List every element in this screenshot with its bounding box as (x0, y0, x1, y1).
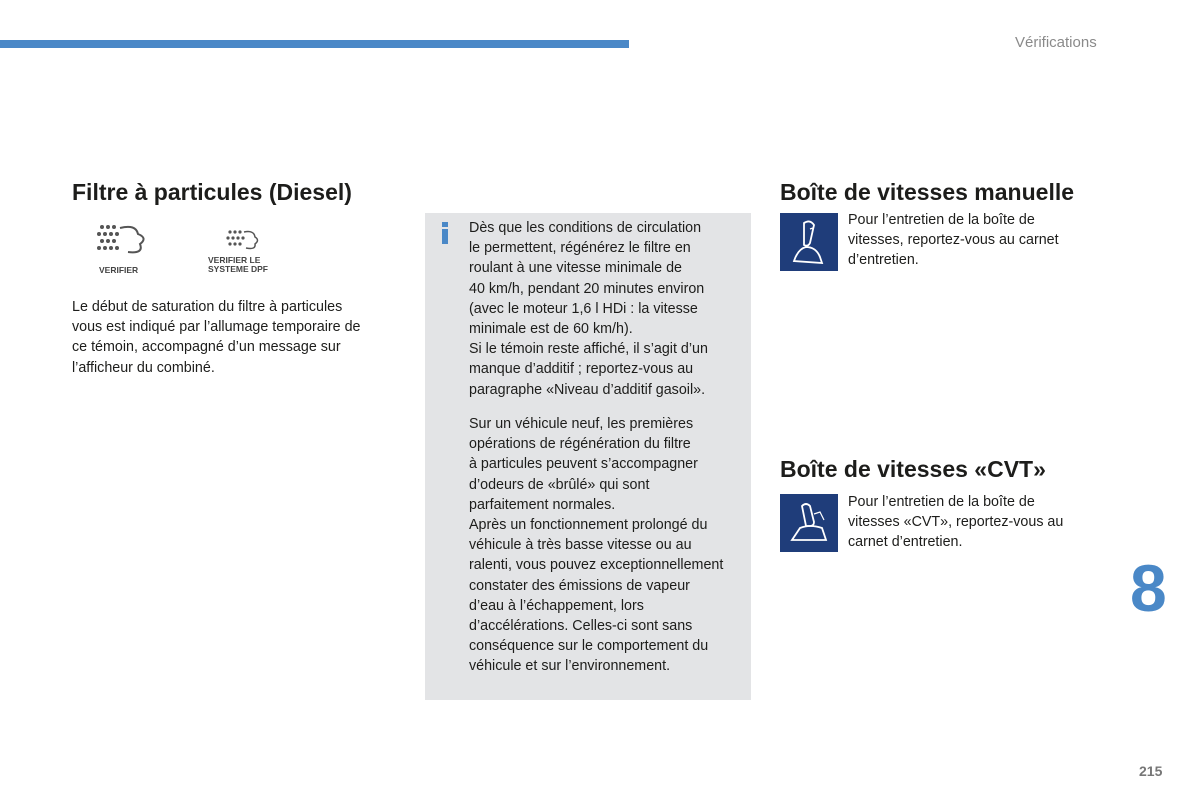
info-paragraph-2: Sur un véhicule neuf, les premières opérations de régénération du filtre à particules peuvent s’accompagner d’odeurs de «brûlé» qui sont parfaitement normales. Après un fonctionnement prolongé du véhicule à très basse vitesse ou au ralenti, vous pouvez exceptionnellement constater des émissions de vapeur d’eau à l’échappement, lors d’accélérations. Celles-ci sont sans conséquence sur le comportement du véhicule et sur l’environnement. (469, 416, 724, 675)
cvt-gearbox-heading: Boîte de vitesses «CVT» (780, 456, 1046, 482)
section-title: Vérifications (1015, 34, 1097, 51)
dpf-system-icon-label: VERIFIER LE SYSTEME DPF (208, 255, 268, 274)
chapter-number: 8 (1130, 551, 1167, 625)
manual-gearbox-icon (780, 213, 838, 271)
cvt-gearbox-text: Pour l’entretien de la boîte de vitesses «CVT», reportez-vous au carnet d’entretien. (848, 494, 1064, 551)
cvt-gearbox-icon (780, 494, 838, 552)
manual-gearbox-heading: Boîte de vitesses manuelle (780, 179, 1075, 205)
info-paragraph-1: Dès que les conditions de circulation le permettent, régénérez le filtre en roulant à une vitesse minimale de 40 km/h, pendant 20 minutes environ (avec le moteur 1,6 l HDi : la vitesse minimale est de 60 km/h). Si le témoin reste affiché, il s’agit d’un manque d’additif ; reportez-vous au paragraphe «Niveau d’additif gasoil». (469, 220, 708, 398)
dpf-description: Le début de saturation du filtre à particules vous est indiqué par l’allumage temporaire de ce témoin, accompagné d’un message sur l’afficheur du combiné. (72, 299, 361, 376)
header-accent-bar (0, 40, 629, 48)
page-number: 215 (1139, 763, 1163, 779)
info-icon (439, 222, 453, 244)
dpf-heading: Filtre à particules (Diesel) (72, 179, 352, 205)
manual-gearbox-text: Pour l’entretien de la boîte de vitesses, reportez-vous au carnet d’entretien. (848, 212, 1059, 269)
dpf-icon-label: VERIFIER (99, 265, 139, 275)
